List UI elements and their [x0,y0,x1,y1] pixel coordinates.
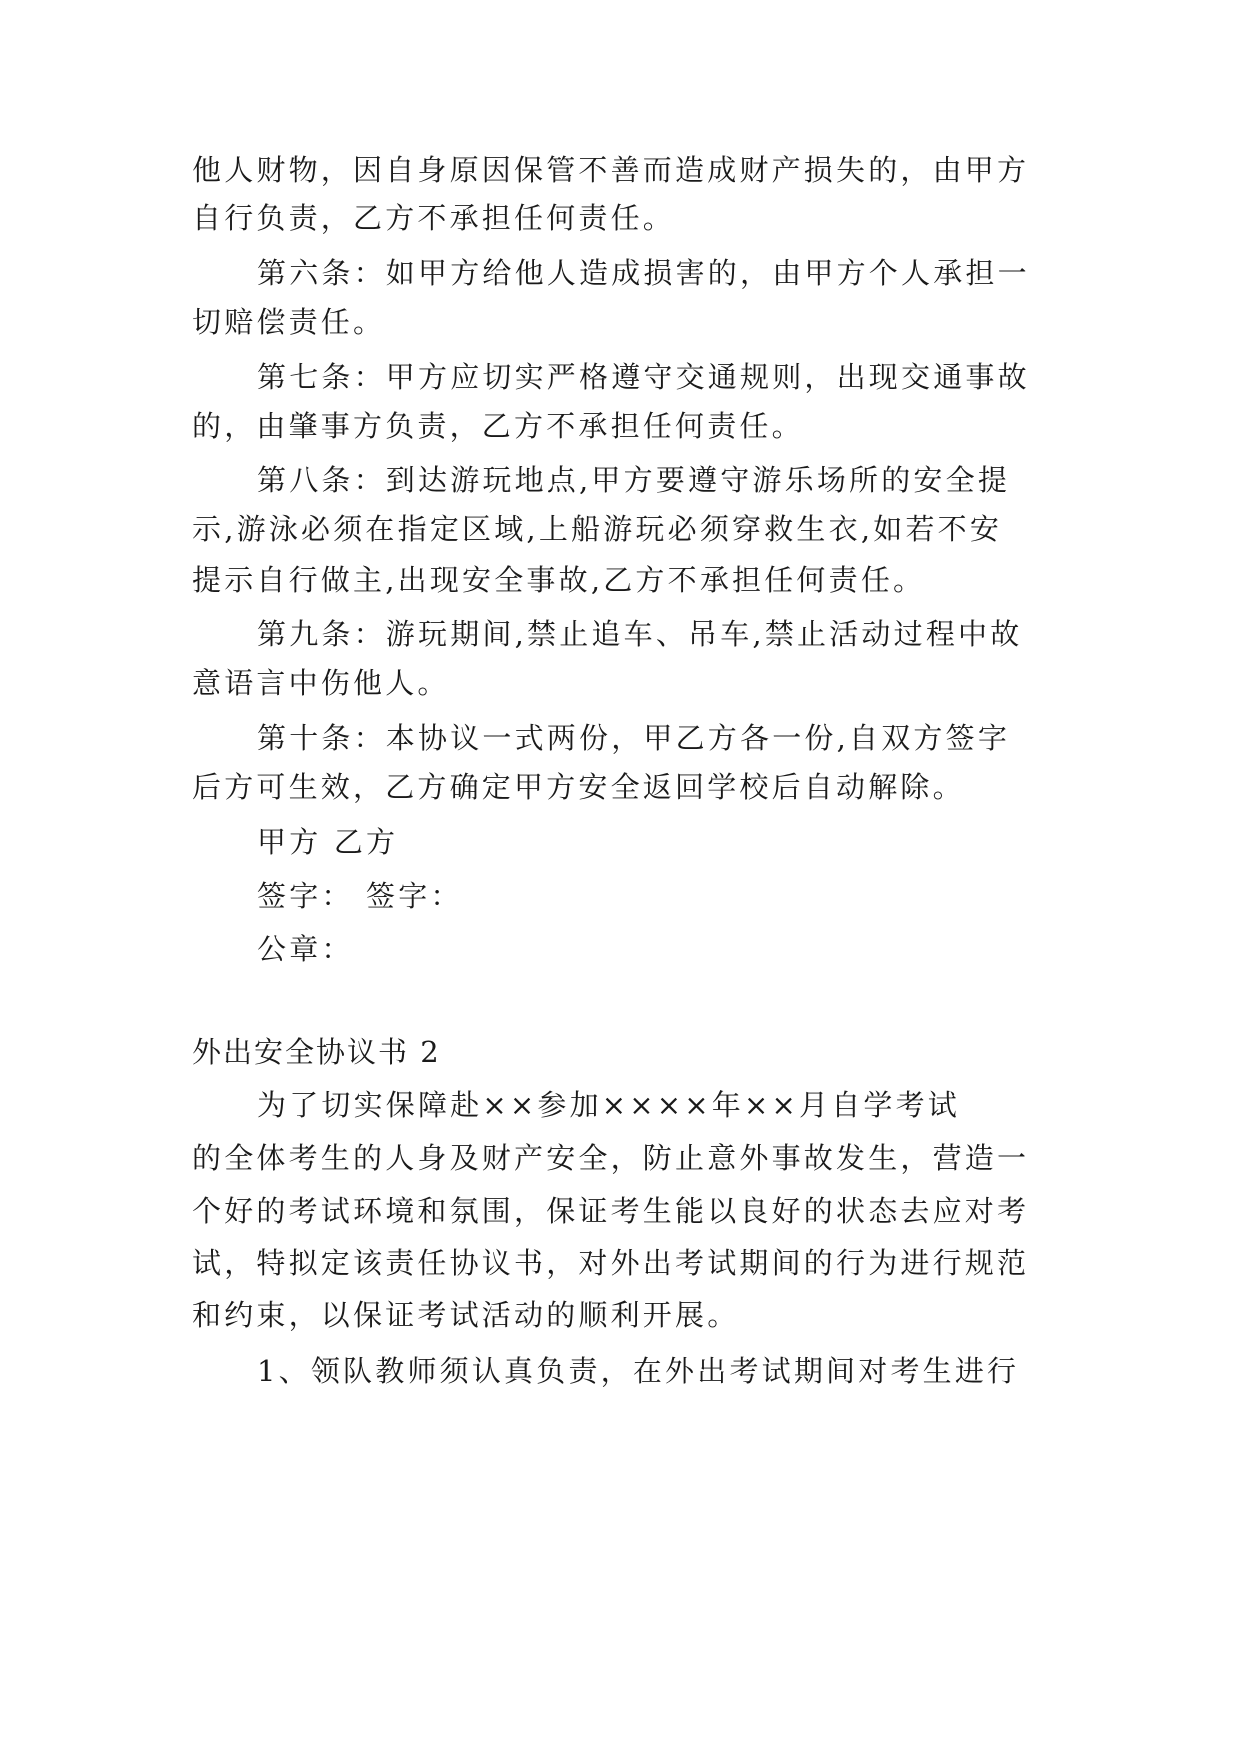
text-line: 意语言中伤他人。 [192,666,450,700]
text-line: 的，由肇事方负责，乙方不承担任何责任。 [192,409,804,443]
clause-9-line: 第九条：游玩期间,禁止追车、吊车,禁止活动过程中故 [257,617,1023,651]
text-line: 和约束，以保证考试活动的顺利开展。 [192,1298,740,1332]
text-line: 提示自行做主,出现安全事故,乙方不承担任何责任。 [192,563,926,597]
text-line: 他人财物，因自身原因保管不善而造成财产损失的，由甲方 [192,153,1030,187]
section-title: 外出安全协议书 2 [192,1035,441,1069]
text-line: 切赔偿责任。 [192,305,386,339]
text-line: 个好的考试环境和氛围，保证考生能以良好的状态去应对考 [192,1194,1030,1228]
paragraph-line: 为了切实保障赴××参加××××年××月自学考试 [257,1088,960,1122]
text-line: 示,游泳必须在指定区域,上船游玩必须穿救生衣,如若不安 [192,512,1003,546]
party-labels: 甲方 乙方 [257,825,399,859]
clause-10-line: 第十条：本协议一式两份，甲乙方各一份,自双方签字 [257,721,1011,755]
item-1-line: 1、领队教师须认真负责，在外出考试期间对考生进行 [257,1354,1020,1388]
text-line: 的全体考生的人身及财产安全，防止意外事故发生，营造一 [192,1141,1030,1175]
text-line: 试，特拟定该责任协议书，对外出考试期间的行为进行规范 [192,1246,1030,1280]
seal-label: 公章： [257,932,354,966]
signature-labels: 签字： 签字： [257,879,463,913]
clause-8-line: 第八条：到达游玩地点,甲方要遵守游乐场所的安全提 [257,463,1011,497]
clause-7-line: 第七条：甲方应切实严格遵守交通规则，出现交通事故 [257,360,1030,394]
clause-6-line: 第六条：如甲方给他人造成损害的，由甲方个人承担一 [257,256,1030,290]
text-line: 自行负责，乙方不承担任何责任。 [192,201,676,235]
text-line: 后方可生效，乙方确定甲方安全返回学校后自动解除。 [192,770,965,804]
